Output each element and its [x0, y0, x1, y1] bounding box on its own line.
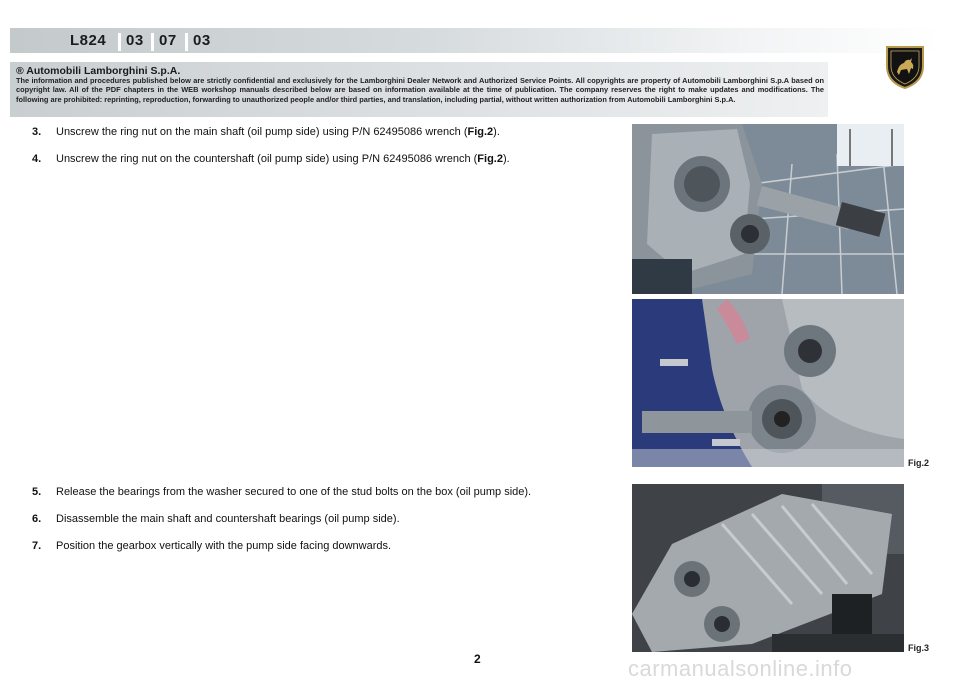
model-code: L824 [70, 32, 107, 49]
lamborghini-logo [884, 44, 926, 90]
gearbox-wrench-photo [632, 124, 904, 294]
step-text-part: Unscrew the ring nut on the main shaft (oil pump side) using P/N 62495086 wrench ( [56, 126, 468, 138]
step-number: 4. [32, 153, 42, 165]
step-text-part: ). [502, 153, 510, 165]
step-text: Position the gearbox vertically with the pump side facing downwards. [56, 540, 392, 552]
step-text-part: Unscrew the ring nut on the countershaft (oil pump side) using P/N 62495086 wrench ( [56, 153, 478, 165]
step-text: Release the bearings from the washer secured to one of the stud bolts on the box (oil pump side). [56, 486, 532, 498]
step-number: 3. [32, 126, 42, 138]
gearbox-bearings-photo [632, 484, 904, 652]
step-text [56, 126, 500, 138]
step-number: 5. [32, 486, 42, 498]
code-separator [151, 33, 154, 51]
lamborghini-bull-shield-icon [884, 44, 926, 90]
figure-reference: Fig.2 [477, 153, 503, 165]
page-number: 2 [474, 652, 481, 666]
step-text-part: ). [493, 126, 500, 138]
figure-caption: Fig.3 [908, 643, 930, 653]
figure-caption: Fig.2 [908, 458, 930, 468]
procedure-code: 03 [193, 32, 211, 49]
section-code: 03 [126, 32, 144, 49]
figure-reference: Fig.2 [467, 126, 494, 138]
watermark: carmanualsonline.info [628, 656, 853, 681]
step-number: 6. [32, 513, 42, 525]
document-code-bar [10, 28, 940, 53]
countershaft-ring-nut-photo [632, 299, 904, 467]
copyright-notice [10, 62, 828, 117]
step-text: Disassemble the main shaft and countershaft bearings (oil pump side). [56, 513, 400, 525]
chapter-code: 07 [159, 32, 177, 49]
step-number: 7. [32, 540, 42, 552]
notice-body: The information and procedures published below are strictly confidential and exclusively for the Lamborghini Dealer Network and Authorized Service Points. All copyrights are property of Automobili Lamborghini S.p.A based on copyright law. All of the PDF chapters in the WEB workshop manuals described below are based on information available at the time of publication. The company reserves the right to make updates and modifications. The following are prohibited: reprinting, reproduction, forwarding to unauthorized people and/or third parties, and translation, including partial, without written authorization from Automobili Lamborghini S.p.A. [16, 76, 824, 104]
code-separator [185, 33, 188, 51]
step-text [56, 153, 510, 165]
code-separator [118, 33, 121, 51]
notice-title: ® Automobili Lamborghini S.p.A. [16, 65, 181, 77]
